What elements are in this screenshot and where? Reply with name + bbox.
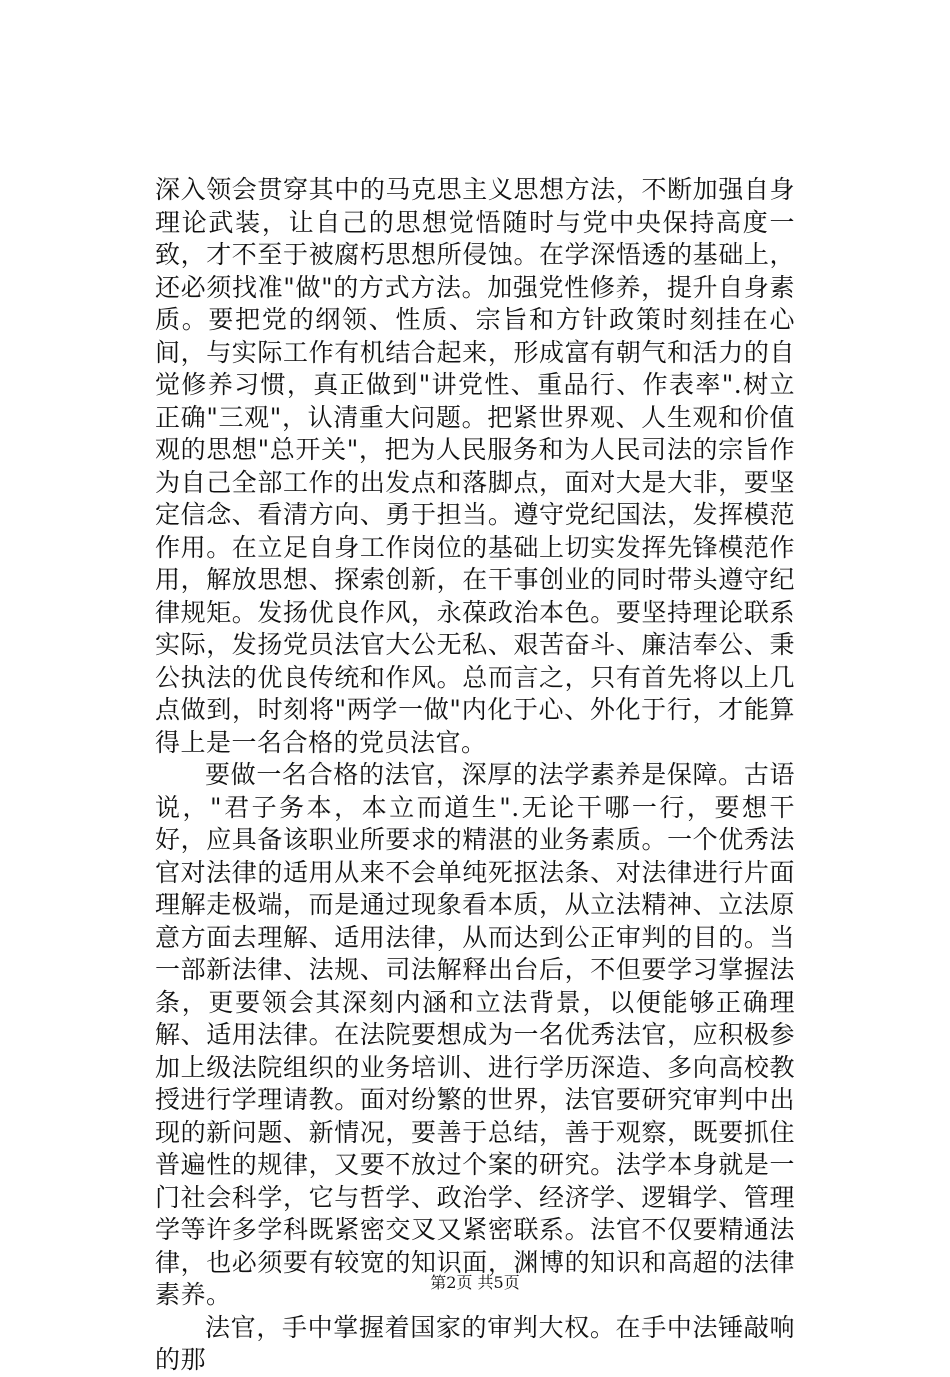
paragraph-legal-literacy: 要做一名合格的法官，深厚的法学素养是保障。古语说，"君子务本，本立而道生".无论干哪一行，要想干好，应具备该职业所要求的精湛的业务素质。一个优秀法官对法律的适用从来不会单纯死抠法条、对法律进行片面理解走极端，而是通过现象看本质，从立法精神、立法原意方面去理解、适用法律，从而达到公正审判的目的。当一部新法律、法规、司法解释出台后，不但要学习掌握法条，更要领会其深刻内涵和立法背景，以便能够正确理解、适用法律。在法院要想成为一名优秀法官，应积极参加上级法院组织的业务培训、进行学历深造、多向高校教授进行学理请教。面对纷繁的世界，法官要研究审判中出现的新问题、新情况，要善于总结，善于观察，既要抓住普遍性的规律，又要不放过个案的研究。法学本身就是一门社会科学，它与哲学、政治学、经济学、逻辑学、管理学等许多学科既紧密交叉又紧密联系。法官不仅要精通法律，也必须要有较宽的知识面，渊博的知识和高超的法律素养。 [155, 760, 795, 1309]
paragraph-party-judge: 深入领会贯穿其中的马克思主义思想方法，不断加强自身理论武装，让自己的思想觉悟随时与党中央保持高度一致，才不至于被腐朽思想所侵蚀。在学深悟透的基础上，还必须找准"做"的方式方法。加强党性修养，提升自身素质。要把党的纲领、性质、宗旨和方针政策时刻挂在心间，与实际工作有机结合起来，形成富有朝气和活力的自觉修养习惯，真正做到"讲党性、重品行、作表率".树立正确"三观"，认清重大问题。把紧世界观、人生观和价值观的思想"总开关"，把为人民服务和为人民司法的宗旨作为自己全部工作的出发点和落脚点，面对大是大非，要坚定信念、看清方向、勇于担当。遵守党纪国法，发挥模范作用。在立足自身工作岗位的基础上切实发挥先锋模范作用，解放思想、探索创新，在干事创业的同时带头遵守纪律规矩。发扬优良作风，永葆政治本色。要坚持理论联系实际，发扬党员法官大公无私、艰苦奋斗、廉洁奉公、秉公执法的优良传统和作风。总而言之，只有首先将以上几点做到，时刻将"两学一做"内化于心、外化于行，才能算得上是一名合格的党员法官。 [155, 175, 795, 757]
document-body [155, 174, 795, 1377]
page-number-footer: 第2页 共5页 [430, 1273, 520, 1292]
paragraph-judicial-power: 法官，手中掌握着国家的审判大权。在手中法锤敲响的那 [155, 1312, 795, 1374]
